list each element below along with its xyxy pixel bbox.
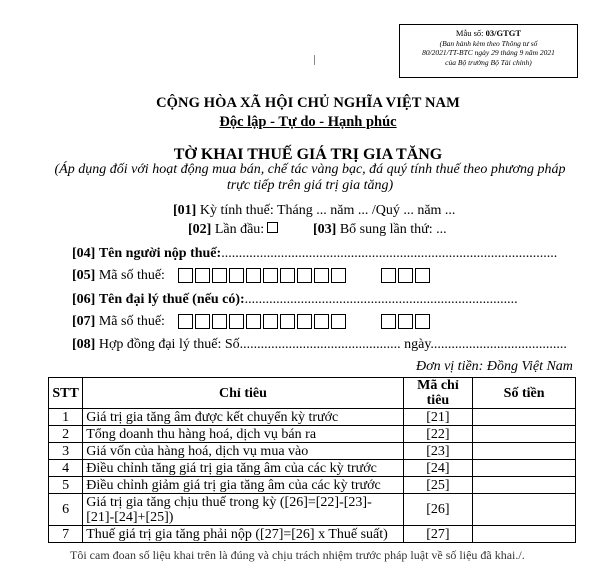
row-code: [23] xyxy=(403,443,473,460)
row-description: Điều chỉnh tăng giá trị gia tăng âm của các kỳ trước xyxy=(83,460,403,477)
field-03-text: Bổ sung lần thứ: ... xyxy=(339,222,447,237)
tax-code-digit-box[interactable] xyxy=(331,268,346,283)
row-code: [26] xyxy=(403,494,473,526)
row-amount-cell[interactable] xyxy=(473,443,576,460)
motto xyxy=(0,114,616,131)
tax-code-digit-box[interactable] xyxy=(314,268,329,283)
agent-tax-code-digit-box[interactable] xyxy=(246,314,261,329)
field-04-taxpayer-name[interactable] xyxy=(72,246,557,262)
field-03-code: [03] xyxy=(313,222,337,237)
field-05-tax-code xyxy=(72,268,165,284)
field-06-dots: .............................................................................. xyxy=(244,292,518,307)
form-code-line xyxy=(400,29,577,39)
form-code: 03/GTGT xyxy=(485,28,522,38)
tax-code-boxes-main[interactable] xyxy=(178,268,348,283)
field-06-label: Tên đại lý thuế (nếu có): xyxy=(98,292,245,307)
field-02-text: Lần đầu: xyxy=(214,222,265,237)
row-description: Giá trị gia tăng âm được kết chuyển kỳ trước xyxy=(83,409,403,426)
declaration-statement xyxy=(70,548,590,562)
tax-code-digit-box[interactable] xyxy=(263,268,278,283)
row-code: [27] xyxy=(403,526,473,543)
table-row xyxy=(49,409,576,426)
declaration-table xyxy=(48,377,576,543)
header-ma-chi-tieu: Mã chỉ tiêu xyxy=(403,378,473,409)
field-08-label: Hợp đồng đại lý thuế: Số xyxy=(98,337,240,352)
declaration-statement-text: Tôi cam đoan số liệu khai trên là đúng và chịu trách nhiệm trước pháp luật về số liệu đã khai./. xyxy=(70,548,525,562)
row-stt: 6 xyxy=(49,494,83,526)
header-so-tien: Số tiền xyxy=(473,378,576,409)
row-code: [24] xyxy=(403,460,473,477)
tax-code-boxes-branch[interactable] xyxy=(381,268,432,283)
row-description: Giá vốn của hàng hoá, dịch vụ mua vào xyxy=(83,443,403,460)
tax-code-digit-box[interactable] xyxy=(280,268,295,283)
field-05-label: Mã số thuế: xyxy=(98,268,165,283)
row-stt: 3 xyxy=(49,443,83,460)
field-04-dots: ................................................................................................ xyxy=(221,246,558,261)
field-03-supplement[interactable] xyxy=(313,222,447,238)
field-02-code: [02] xyxy=(188,222,212,237)
tax-code-branch-digit-box[interactable] xyxy=(398,268,413,283)
subtitle-line-2: trực tiếp trên giá trị gia tăng) xyxy=(226,178,394,193)
agent-tax-code-digit-box[interactable] xyxy=(297,314,312,329)
text-cursor xyxy=(314,55,315,65)
row-stt: 7 xyxy=(49,526,83,543)
agent-tax-code-digit-box[interactable] xyxy=(178,314,193,329)
row-stt: 4 xyxy=(49,460,83,477)
row-amount-cell[interactable] xyxy=(473,477,576,494)
table-row xyxy=(49,494,576,526)
row-description: Điều chỉnh giảm giá trị gia tăng âm của các kỳ trước xyxy=(83,477,403,494)
agent-tax-code-boxes-main[interactable] xyxy=(178,314,348,329)
form-issued-line-3: của Bộ trưởng Bộ Tài chính) xyxy=(445,57,532,67)
first-time-checkbox[interactable] xyxy=(267,222,278,233)
field-06-code: [06] xyxy=(72,292,96,307)
field-08-agent-contract[interactable] xyxy=(72,337,567,353)
field-02-first-time xyxy=(188,222,278,238)
row-stt: 1 xyxy=(49,409,83,426)
row-amount-cell[interactable] xyxy=(473,494,576,526)
tax-code-digit-box[interactable] xyxy=(212,268,227,283)
agent-tax-code-digit-box[interactable] xyxy=(314,314,329,329)
agent-tax-code-digit-box[interactable] xyxy=(212,314,227,329)
tax-code-digit-box[interactable] xyxy=(229,268,244,283)
form-code-label: Mẫu số: xyxy=(455,28,484,38)
document-title: TỜ KHAI THUẾ GIÁ TRỊ GIA TĂNG xyxy=(173,146,443,163)
agent-tax-code-digit-box[interactable] xyxy=(280,314,295,329)
subtitle-line-1: (Áp dụng đối với hoạt động mua bán, chế tác vàng bạc, đá quý tính thuế theo phương pháp xyxy=(54,162,566,177)
table-row xyxy=(49,526,576,543)
field-08-dots: .............................................. xyxy=(239,337,401,352)
row-amount-cell[interactable] xyxy=(473,409,576,426)
field-08-code: [08] xyxy=(72,337,96,352)
currency-unit: Đơn vị tiền: Đồng Việt Nam xyxy=(416,359,573,374)
row-code: [22] xyxy=(403,426,473,443)
agent-tax-code-digit-box[interactable] xyxy=(195,314,210,329)
field-07-code: [07] xyxy=(72,314,96,329)
tax-code-branch-digit-box[interactable] xyxy=(381,268,396,283)
tax-code-branch-digit-box[interactable] xyxy=(415,268,430,283)
row-stt: 5 xyxy=(49,477,83,494)
row-amount-cell[interactable] xyxy=(473,426,576,443)
header-chi-tieu: Chỉ tiêu xyxy=(83,378,403,409)
field-05-code: [05] xyxy=(72,268,96,283)
row-description: Thuế giá trị gia tăng phải nộp ([27]=[26] x Thuế suất) xyxy=(83,526,403,543)
agent-tax-code-branch-digit-box[interactable] xyxy=(415,314,430,329)
motto-text: Độc lập - Tự do - Hạnh phúc xyxy=(219,114,397,130)
form-issued-line-1: (Ban hành kèm theo Thông tư số xyxy=(439,38,538,48)
row-amount-cell[interactable] xyxy=(473,460,576,477)
form-issued-line-2: 80/2021/TT-BTC ngày 29 tháng 9 năm 2021 xyxy=(422,48,555,57)
agent-tax-code-digit-box[interactable] xyxy=(229,314,244,329)
agent-tax-code-digit-box[interactable] xyxy=(263,314,278,329)
document-subtitle xyxy=(40,162,580,194)
row-description: Giá trị gia tăng chịu thuế trong kỳ ([26]=[22]-[23]-[21]-[24]+[25]) xyxy=(83,494,403,526)
field-04-label: Tên người nộp thuế: xyxy=(98,246,222,261)
country-name: CỘNG HÒA XÃ HỘI CHỦ NGHĨA VIỆT NAM xyxy=(156,95,460,111)
row-amount-cell[interactable] xyxy=(473,526,576,543)
tax-code-digit-box[interactable] xyxy=(178,268,193,283)
row-code: [25] xyxy=(403,477,473,494)
field-01-text: Kỳ tính thuế: Tháng ... năm ... /Quý ... năm ... xyxy=(199,203,456,218)
table-row xyxy=(49,477,576,494)
field-07-agent-tax-code xyxy=(72,314,165,330)
field-01-tax-period[interactable] xyxy=(173,203,455,219)
field-08-date: ngày....................................... xyxy=(404,337,567,352)
agent-tax-code-boxes-branch[interactable] xyxy=(381,314,432,329)
field-06-tax-agent-name[interactable] xyxy=(72,292,518,308)
tax-code-digit-box[interactable] xyxy=(195,268,210,283)
tax-code-digit-box[interactable] xyxy=(246,268,261,283)
row-stt: 2 xyxy=(49,426,83,443)
agent-tax-code-branch-digit-box[interactable] xyxy=(398,314,413,329)
field-07-label: Mã số thuế: xyxy=(98,314,165,329)
agent-tax-code-branch-digit-box[interactable] xyxy=(381,314,396,329)
field-01-code: [01] xyxy=(173,203,197,218)
field-04-code: [04] xyxy=(72,246,96,261)
header-stt: STT xyxy=(49,378,83,409)
agent-tax-code-digit-box[interactable] xyxy=(331,314,346,329)
table-row xyxy=(49,443,576,460)
row-code: [21] xyxy=(403,409,473,426)
table-row xyxy=(49,460,576,477)
table-row xyxy=(49,426,576,443)
form-number-box xyxy=(399,24,578,78)
row-description: Tổng doanh thu hàng hoá, dịch vụ bán ra xyxy=(83,426,403,443)
tax-code-digit-box[interactable] xyxy=(297,268,312,283)
